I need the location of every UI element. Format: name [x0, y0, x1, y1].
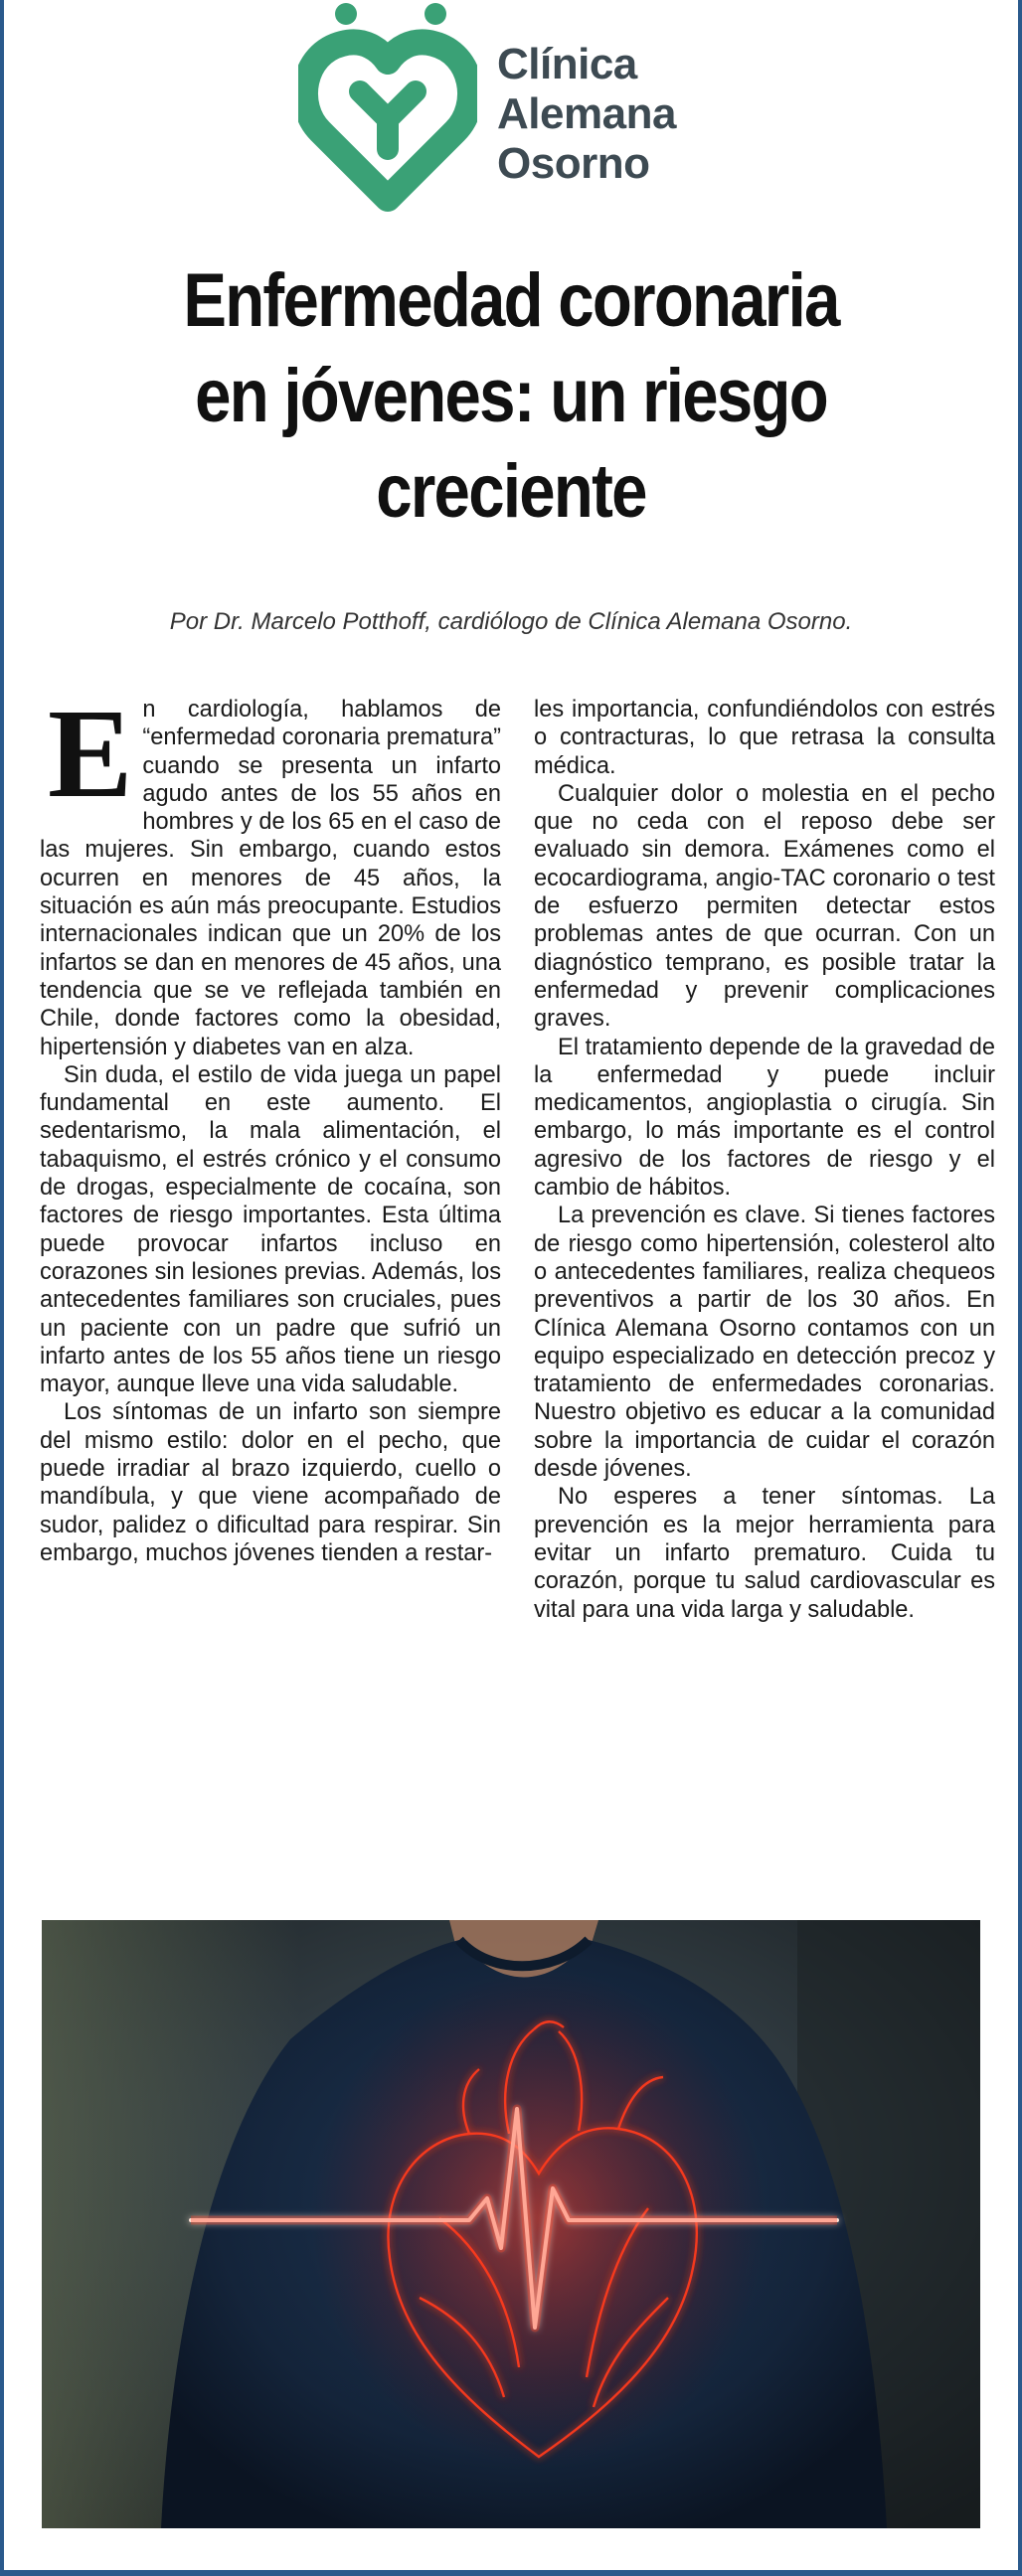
paragraph-2: Sin duda, el estilo de vida juega un papel fundamental en este aumento. El sedentarismo, la mala alimentación, el tabaquismo, el estrés crónico y el consumo de drogas, especialmente de cocaína, son factores de riesgo importantes. Esta última puede provocar infartos incluso en corazones sin lesiones previas. Además, los antecedentes familiares son cruciales, pues un paciente con un padre que sufrió un infarto antes de los 55 años tiene un riesgo mayor, aunque lleve una vida saludable. — [40, 1061, 501, 1398]
title-line-3: creciente — [376, 449, 646, 534]
logo-line-2: Alemana — [497, 89, 676, 138]
paragraph-3-continued: les importancia, confundiéndolos con estrés o contracturas, lo que retrasa la consulta médica. — [534, 697, 995, 779]
paragraph-1: n cardiología, hablamos de “enfermedad coronaria prematura” cuando se presenta un infarto agudo antes de los 55 años en hombres y de los 65 en el caso de las mujeres. Sin embargo, cuando estos ocurren en menores de 45 años, la situación es aún más preocupante. Estudios internacionales indican que un 20% de los infartos se dan en menores de 45 años, una tendencia que se ve reflejada también en Chile, donde factores como la obesidad, hipertensión y diabetes van en alza. — [40, 697, 502, 1060]
paragraph-5: El tratamiento depende de la gravedad de la enfermedad y puede incluir medicamentos, angioplastia o cirugía. Sin embargo, lo más importante es el control agresivo de los factores de riesgo y el cambio de hábitos. — [534, 1034, 995, 1202]
title-line-1: Enfermedad coronaria — [183, 258, 839, 343]
title-line-2: en jóvenes: un riesgo — [195, 354, 827, 438]
heart-logo-icon — [298, 0, 477, 214]
paragraph-4: Cualquier dolor o molestia en el pecho que no ceda con el reposo debe ser evaluado sin demora. Exámenes como el ecocardiograma, angio-TAC coronario o test de esfuerzo permiten detectar estos problemas antes de que ocurran. Con un diagnóstico temprano, es posible tratar la enfermedad y prevenir complicaciones graves. — [534, 780, 995, 1033]
logo-line-1: Clínica — [497, 40, 637, 88]
drop-cap: E — [48, 683, 133, 824]
article-title — [105, 253, 916, 540]
article-byline: Por Dr. Marcelo Potthoff, cardiólogo de Clínica Alemana Osorno. — [169, 608, 853, 635]
clinic-logo — [298, 0, 756, 214]
paragraph-3: Los síntomas de un infarto son siempre del mismo estilo: dolor en el pecho, que puede irradiar al brazo izquierdo, cuello o mandíbula, y que viene acompañado de sudor, palidez o dificultad para respirar. Sin embargo, muchos jóvenes tienden a restar- — [40, 1399, 501, 1566]
article-column-right — [534, 696, 995, 1908]
glowing-heart-heartbeat-photo — [42, 1920, 980, 2528]
paragraph-7: No esperes a tener síntomas. La prevención es la mejor herramienta para evitar un infarto prematuro. Cuida tu corazón, porque tu salud cardiovascular es vital para una vida larga y saludable. — [534, 1484, 995, 1623]
logo-line-3: Osorno — [497, 139, 650, 188]
article-column-left — [40, 683, 502, 1908]
clinic-logo-text — [497, 40, 756, 189]
paragraph-6: La prevención es clave. Si tienes factores de riesgo como hipertensión, colesterol alto o antecedentes familiares, realiza chequeos preventivos a partir de los 30 años. En Clínica Alemana Osorno contamos con un equipo especializado en detección precoz y tratamiento de enfermedades coronarias. Nuestro objetivo es educar a la comunidad sobre la importancia de cuidar el corazón desde jóvenes. — [534, 1203, 995, 1483]
